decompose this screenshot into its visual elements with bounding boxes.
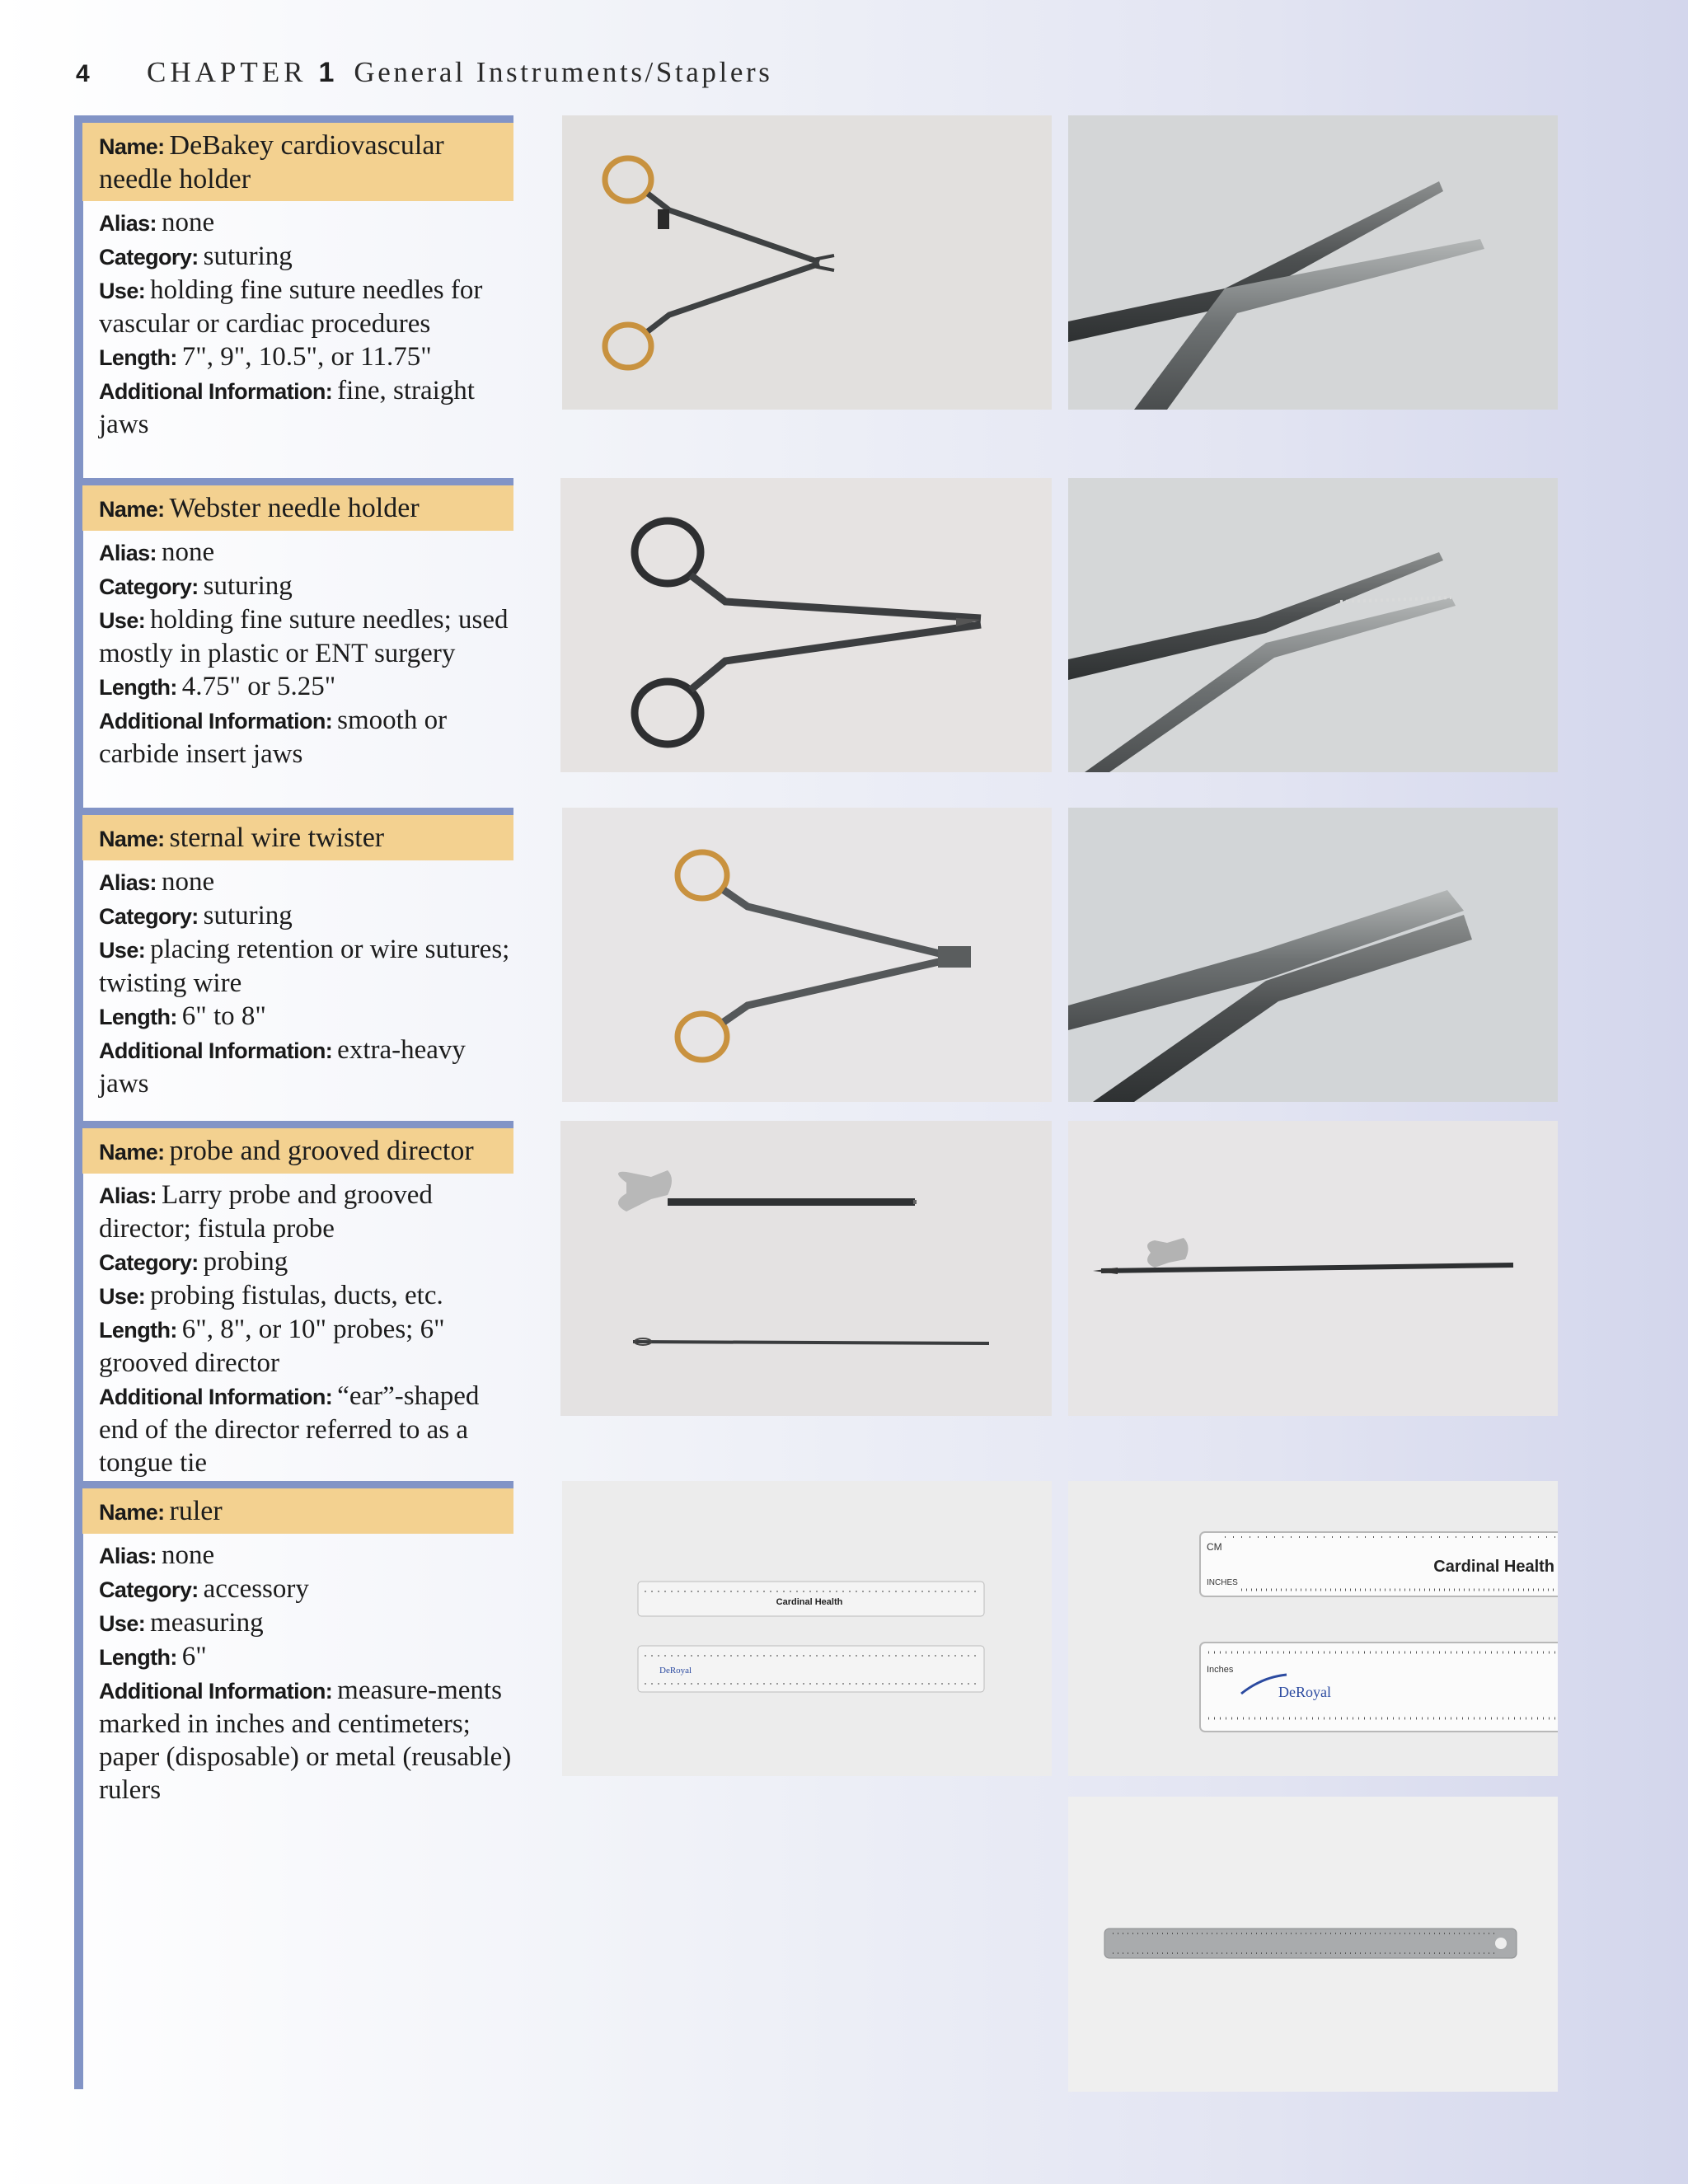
instrument-name: ruler: [169, 1496, 223, 1526]
instrument-name: Webster needle holder: [169, 493, 420, 523]
length-value: 6": [181, 1642, 207, 1671]
additional-info-label: Additional Information:: [99, 1038, 333, 1063]
alias-value: none: [161, 537, 215, 567]
probe-full-photo: [560, 1121, 1052, 1416]
inches-label: Inches: [1207, 1665, 1234, 1675]
chapter-word: CHAPTER: [147, 56, 307, 88]
webster-jaw-closeup: [1068, 478, 1558, 772]
instrument-name: DeBakey cardiovascular needle holder: [99, 130, 444, 194]
use-label: Use:: [99, 279, 146, 303]
category-value: suturing: [203, 901, 293, 930]
instrument-entry-wire-twister: [82, 808, 513, 1100]
use-value: holding fine suture needles; used mostly in plastic or ENT surgery: [99, 605, 509, 668]
cardinal-health-label: Cardinal Health: [1433, 1558, 1554, 1576]
additional-info-label: Additional Information:: [99, 709, 333, 733]
additional-info-value: fine, straight jaws: [99, 376, 475, 439]
wire-twister-full-photo: [562, 808, 1052, 1102]
entry-top-rule: [82, 1121, 513, 1128]
instrument-name: sternal wire twister: [169, 823, 385, 853]
dark-ring-upper: [635, 521, 701, 583]
alias-value: Larry probe and grooved director; fistula probe: [99, 1180, 433, 1244]
use-label: Use:: [99, 938, 146, 963]
instrument-details: [82, 860, 513, 1100]
name-band: [82, 1128, 513, 1174]
entry-top-rule: [82, 808, 513, 815]
instrument-entry-ruler: [82, 1481, 513, 1807]
use-value: holding fine suture needles for vascular or cardiac procedures: [99, 275, 483, 339]
category-label: Category:: [99, 245, 199, 269]
chapter-title: General Instruments/Staplers: [354, 56, 773, 88]
length-label: Length:: [99, 1005, 177, 1029]
name-band: [82, 815, 513, 860]
additional-info-value: measure-ments marked in inches and centimeters; paper (disposable) or metal (reusable) rulers: [99, 1675, 512, 1805]
alias-label: Alias:: [99, 870, 157, 895]
alias-value: none: [161, 867, 215, 897]
name-band: [82, 1488, 513, 1534]
length-value: 7", 9", 10.5", or 11.75": [181, 342, 432, 372]
alias-label: Alias:: [99, 1183, 157, 1208]
debakey-full-photo: [562, 115, 1052, 410]
page-header: [76, 56, 772, 97]
category-label: Category:: [99, 1577, 199, 1602]
rulers-closeup-photo: [1068, 1481, 1558, 1776]
rulers-full-photo: [562, 1481, 1052, 1776]
use-value: measuring: [150, 1608, 264, 1638]
length-value: 6" to 8": [181, 1001, 266, 1031]
category-value: suturing: [203, 241, 293, 271]
cardinal-health-small: Cardinal Health: [776, 1597, 843, 1607]
length-label: Length:: [99, 345, 177, 370]
alias-label: Alias:: [99, 541, 157, 565]
wire-twister-jaw-closeup: [1068, 808, 1558, 1102]
gold-ring-upper: [678, 852, 727, 898]
alias-value: none: [161, 1540, 215, 1570]
category-value: suturing: [203, 571, 293, 601]
category-label: Category:: [99, 904, 199, 929]
instrument-details: [82, 531, 513, 771]
name-label: Name:: [99, 134, 165, 159]
instrument-name: probe and grooved director: [169, 1136, 474, 1166]
gold-ring-lower: [605, 325, 651, 368]
name-label: Name:: [99, 1500, 165, 1525]
use-label: Use:: [99, 1284, 146, 1309]
entry-top-rule: [82, 115, 513, 123]
use-value: probing fistulas, ducts, etc.: [150, 1281, 443, 1310]
instrument-details: [82, 1174, 513, 1479]
instrument-details: [82, 1534, 513, 1807]
deroyal-small: DeRoyal: [659, 1666, 692, 1675]
name-band: [82, 485, 513, 531]
length-value: 4.75" or 5.25": [181, 672, 336, 701]
additional-info-value: smooth or carbide insert jaws: [99, 705, 448, 769]
additional-info-label: Additional Information:: [99, 1385, 333, 1409]
length-value: 6", 8", or 10" probes; 6" grooved director: [99, 1315, 445, 1378]
category-label: Category:: [99, 1250, 199, 1275]
gold-ring-upper: [605, 158, 651, 201]
use-value: placing retention or wire sutures; twisting wire: [99, 935, 510, 998]
probe-alternate-photo: [1068, 1121, 1558, 1416]
use-label: Use:: [99, 1611, 146, 1636]
deroyal-logo: DeRoyal: [1278, 1684, 1331, 1700]
additional-info-value: “ear”-shaped end of the director referred to as a tongue tie: [99, 1381, 480, 1478]
entry-top-rule: [82, 1481, 513, 1488]
category-value: probing: [203, 1247, 288, 1277]
category-label: Category:: [99, 574, 199, 599]
debakey-jaw-closeup: [1068, 115, 1558, 410]
alias-label: Alias:: [99, 1544, 157, 1568]
webster-full-photo: [560, 478, 1052, 772]
length-label: Length:: [99, 675, 177, 700]
alias-label: Alias:: [99, 211, 157, 236]
tongue-tie-ear: [618, 1170, 672, 1212]
dark-ring-lower: [635, 682, 701, 744]
length-label: Length:: [99, 1318, 177, 1343]
instrument-details: [82, 201, 513, 441]
instrument-entry-webster: [82, 478, 513, 771]
additional-info-label: Additional Information:: [99, 379, 333, 404]
page-number: 4: [76, 60, 90, 87]
paper-ruler-deroyal-closeup: [1200, 1643, 1558, 1732]
name-label: Name:: [99, 497, 165, 522]
length-label: Length:: [99, 1645, 177, 1670]
metal-ruler-photo: [1068, 1797, 1558, 2092]
instrument-entry-debakey: [82, 115, 513, 441]
chapter-number: 1: [318, 57, 335, 88]
entry-top-rule: [82, 478, 513, 485]
instrument-entry-probe: [82, 1121, 513, 1479]
name-band: [82, 123, 513, 201]
gold-ring-lower: [678, 1014, 727, 1060]
name-label: Name:: [99, 827, 165, 851]
inches-caps-label: INCHES: [1207, 1578, 1238, 1587]
name-label: Name:: [99, 1140, 165, 1165]
use-label: Use:: [99, 608, 146, 633]
cm-label: CM: [1207, 1541, 1222, 1553]
additional-info-label: Additional Information:: [99, 1679, 333, 1704]
alias-value: none: [161, 208, 215, 237]
category-value: accessory: [203, 1574, 309, 1604]
additional-info-value: extra-heavy jaws: [99, 1035, 466, 1099]
